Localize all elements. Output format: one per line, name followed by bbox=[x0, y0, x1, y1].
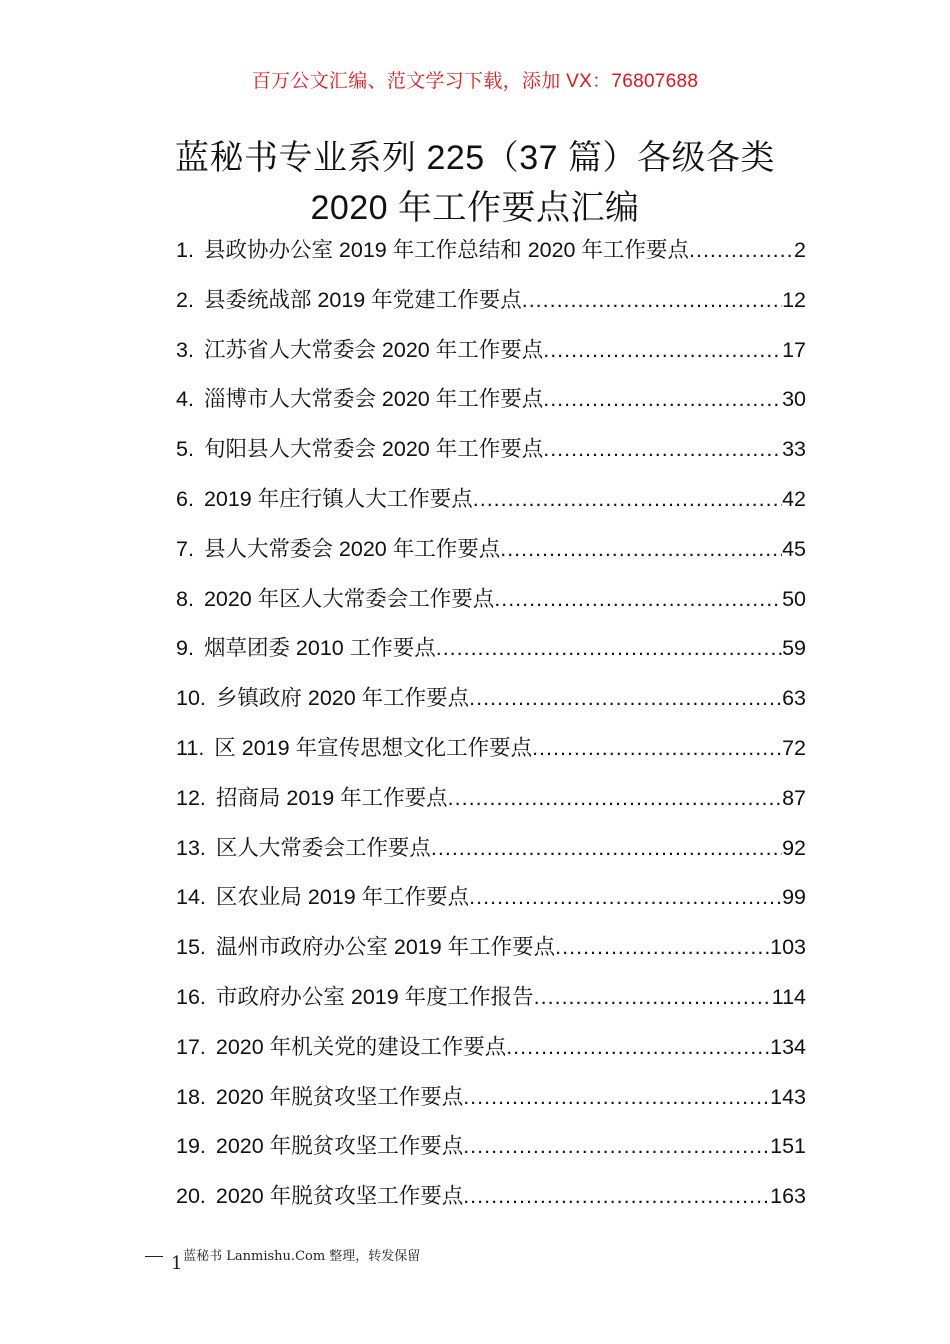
toc-entry-page: 59 bbox=[782, 636, 806, 661]
document-title-line2: 2020 年工作要点汇编 bbox=[310, 189, 640, 227]
toc-entry-title: 2020 年机关党的建设工作要点 bbox=[215, 1034, 507, 1059]
toc-entry-title: 区人大常委会工作要点 bbox=[215, 835, 431, 860]
toc-entry[interactable] bbox=[176, 1124, 806, 1174]
toc-dot-leader bbox=[506, 1025, 770, 1069]
toc-entry-number: 9. bbox=[176, 636, 194, 661]
toc-entry-title: 烟草团委 2010 工作要点 bbox=[203, 636, 436, 661]
toc-entry-number: 5. bbox=[176, 437, 194, 462]
toc-entry-page: 103 bbox=[770, 935, 806, 960]
promo-banner: 百万公文汇编、范文学习下载，添加 VX：76807688 bbox=[251, 71, 699, 92]
toc-dot-leader bbox=[543, 427, 782, 471]
toc-entry-page: 143 bbox=[770, 1084, 806, 1109]
toc-entry-number: 1. bbox=[176, 238, 194, 262]
toc-dot-leader bbox=[448, 776, 782, 820]
toc-entry-title: 2020 年脱贫攻坚工作要点 bbox=[215, 1084, 464, 1109]
toc-dot-leader bbox=[463, 1075, 770, 1119]
toc-entry-number: 14. bbox=[176, 885, 206, 910]
toc-entry-title: 2020 年脱贫攻坚工作要点 bbox=[215, 1134, 464, 1159]
document-title-line1: 蓝秘书专业系列 225（37 篇）各级各类 bbox=[175, 139, 775, 177]
toc-entry-page: 45 bbox=[782, 536, 806, 561]
toc-entry-number: 12. bbox=[176, 785, 206, 810]
toc-entry-title: 2020 年脱贫攻坚工作要点 bbox=[215, 1184, 464, 1209]
toc-entry-title: 江苏省人大常委会 2020 年工作要点 bbox=[203, 337, 544, 362]
toc-entry-page: 163 bbox=[770, 1184, 806, 1209]
toc-entry-number: 18. bbox=[176, 1084, 206, 1109]
toc-entry-page: 12 bbox=[782, 287, 806, 312]
toc-dot-leader bbox=[689, 228, 794, 272]
toc-entry-page: 17 bbox=[782, 337, 806, 362]
toc-entry[interactable] bbox=[176, 477, 806, 527]
toc-entry-title: 旬阳县人大常委会 2020 年工作要点 bbox=[203, 437, 544, 462]
toc-entry-number: 17. bbox=[176, 1034, 206, 1059]
toc-entry[interactable] bbox=[176, 527, 806, 577]
toc-entry-title: 2019 年庄行镇人大工作要点 bbox=[203, 486, 473, 511]
toc-entry-number: 6. bbox=[176, 486, 194, 511]
toc-entry-title: 县委统战部 2019 年党建工作要点 bbox=[203, 287, 522, 312]
toc-dot-leader bbox=[534, 975, 772, 1019]
toc-entry-number: 3. bbox=[176, 337, 194, 362]
toc-dot-leader bbox=[494, 577, 782, 621]
toc-entry[interactable] bbox=[176, 1075, 806, 1125]
toc-entry-page: 30 bbox=[782, 387, 806, 412]
toc-entry-page: 151 bbox=[770, 1134, 806, 1159]
toc-entry-number: 4. bbox=[176, 387, 194, 412]
toc-entry[interactable] bbox=[176, 1174, 806, 1224]
toc-entry[interactable] bbox=[176, 228, 806, 278]
toc-entry-page: 72 bbox=[782, 735, 806, 760]
toc-dot-leader bbox=[522, 278, 782, 322]
page-number: 1 bbox=[171, 1253, 183, 1274]
toc-entry[interactable] bbox=[176, 427, 806, 477]
toc-entry[interactable] bbox=[176, 875, 806, 925]
toc-dot-leader bbox=[431, 826, 782, 870]
toc-entry-title: 温州市政府办公室 2019 年工作要点 bbox=[215, 935, 556, 960]
toc-entry-title: 市政府办公室 2019 年度工作报告 bbox=[215, 984, 534, 1009]
toc-entry-title: 县政协办公室 2019 年工作总结和 2020 年工作要点 bbox=[203, 238, 689, 262]
toc-dot-leader bbox=[463, 1174, 770, 1218]
page-footer bbox=[145, 1245, 421, 1274]
toc-entry-title: 招商局 2019 年工作要点 bbox=[215, 785, 448, 810]
toc-entry-page: 33 bbox=[782, 437, 806, 462]
toc-entry-page: 87 bbox=[782, 785, 806, 810]
toc-dot-leader bbox=[469, 676, 782, 720]
toc-entry-title: 区 2019 年宣传思想文化工作要点 bbox=[214, 735, 533, 760]
toc-entry[interactable] bbox=[176, 278, 806, 328]
toc-entry-page: 2 bbox=[794, 238, 806, 262]
toc-entry-number: 13. bbox=[176, 835, 206, 860]
toc-entry-number: 11. bbox=[176, 735, 205, 760]
toc-entry-title: 2020 年区人大常委会工作要点 bbox=[203, 586, 495, 611]
toc-entry-page: 92 bbox=[782, 835, 806, 860]
toc-entry-number: 8. bbox=[176, 586, 194, 611]
toc-dot-leader bbox=[543, 377, 782, 421]
toc-dot-leader bbox=[543, 328, 782, 372]
toc-entry[interactable] bbox=[176, 577, 806, 627]
toc-entry[interactable] bbox=[176, 925, 806, 975]
toc-entry[interactable] bbox=[176, 676, 806, 726]
toc-entry[interactable] bbox=[176, 1025, 806, 1075]
toc-entry-number: 15. bbox=[176, 935, 206, 960]
toc-entry-title: 区农业局 2019 年工作要点 bbox=[215, 885, 470, 910]
toc-entry-page: 50 bbox=[782, 586, 806, 611]
toc-entry-title: 县人大常委会 2020 年工作要点 bbox=[203, 536, 501, 561]
toc-entry-page: 42 bbox=[782, 486, 806, 511]
toc-dot-leader bbox=[469, 875, 782, 919]
toc-entry-number: 10. bbox=[176, 686, 206, 711]
toc-entry[interactable] bbox=[176, 826, 806, 876]
toc-entry-number: 2. bbox=[176, 287, 194, 312]
toc-dot-leader bbox=[463, 1124, 770, 1168]
table-of-contents bbox=[176, 228, 806, 1224]
toc-entry[interactable] bbox=[176, 975, 806, 1025]
toc-dot-leader bbox=[473, 477, 782, 521]
toc-entry[interactable] bbox=[176, 776, 806, 826]
toc-dot-leader bbox=[555, 925, 770, 969]
toc-entry-number: 16. bbox=[176, 984, 206, 1009]
toc-entry-number: 19. bbox=[176, 1134, 206, 1159]
footer-text: 蓝秘书 Lanmishu.Com 整理，转发保留 bbox=[183, 1249, 421, 1264]
toc-entry-page: 134 bbox=[770, 1034, 806, 1059]
toc-entry-number: 7. bbox=[176, 536, 194, 561]
toc-entry-page: 114 bbox=[771, 984, 806, 1009]
toc-dot-leader bbox=[532, 726, 782, 770]
footer-rule bbox=[145, 1256, 163, 1257]
toc-entry-number: 20. bbox=[176, 1184, 206, 1209]
toc-entry-title: 淄博市人大常委会 2020 年工作要点 bbox=[203, 387, 544, 412]
toc-dot-leader bbox=[436, 626, 782, 670]
toc-entry-page: 99 bbox=[782, 885, 806, 910]
toc-entry[interactable] bbox=[176, 377, 806, 427]
toc-entry[interactable] bbox=[176, 726, 806, 776]
toc-entry[interactable] bbox=[176, 328, 806, 378]
toc-entry-page: 63 bbox=[782, 686, 806, 711]
toc-entry-title: 乡镇政府 2020 年工作要点 bbox=[215, 686, 470, 711]
toc-entry[interactable] bbox=[176, 626, 806, 676]
toc-dot-leader bbox=[500, 527, 782, 571]
